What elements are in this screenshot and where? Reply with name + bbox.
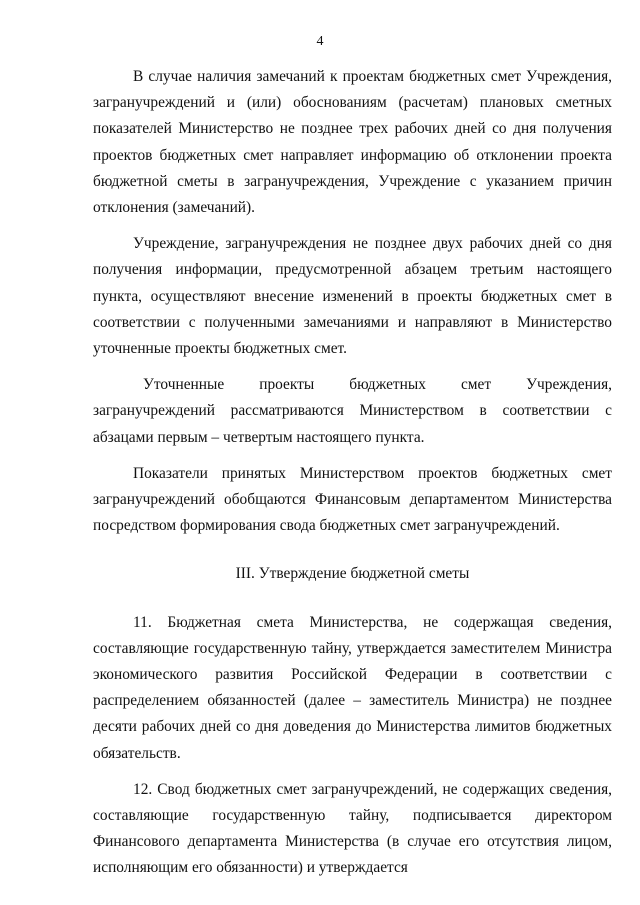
page-number: 4: [316, 34, 324, 49]
section-heading: III. Утверждение бюджетной сметы: [235, 565, 470, 583]
paragraph-remarks: В случае наличия замечаний к проектам бюджетных смет Учреждения, загранучреждений и (или) обоснованиям (расчетам) плановых сметных показателей Министерство не позднее трех рабочих дней со дня получения проектов бюджетных смет направляет информацию об отклонении проекта бюджетной сметы в загранучреждения, Учреждение с указанием причин отклонения (замечаний).: [93, 68, 612, 217]
paragraph-summary: Показатели принятых Министерством проектов бюджетных смет загранучреждений обобщаются Финансовым департаментом Министерства посредством формирования свода бюджетных смет загранучреждений.: [93, 464, 612, 535]
paragraph-item-12: 12. Свод бюджетных смет загранучреждений, не содержащих сведения, составляющие государственную тайну, подписывается директором Финансового департамента Министерства (в случае его отсутствия лицом, исполняющим его обязанности) и утверждается: [93, 780, 612, 877]
document-body: [93, 64, 612, 882]
paragraph-corrections: Учреждение, загранучреждения не позднее двух рабочих дней со дня получения информации, предусмотренной абзацем третьим настоящего пункта, осуществляют внесение изменений в проекты бюджетных смет в соответствии с полученными замечаниями и направляют в Министерство уточненные проекты бюджетных смет.: [93, 235, 612, 358]
paragraph-item-11: 11. Бюджетная смета Министерства, не содержащая сведения, составляющие государственную тайну, утверждается заместителем Министра экономического развития Российской Федерации в соответствии с распределением обязанностей (далее – заместитель Министра) не позднее десяти рабочих дней со дня доведения до Министерства лимитов бюджетных обязательств.: [93, 613, 612, 762]
paragraph-review: Уточненные проекты бюджетных смет Учреждения, загранучреждений рассматриваются Министерством в соответствии с абзацами первым – четвертым настоящего пункта.: [93, 376, 612, 446]
